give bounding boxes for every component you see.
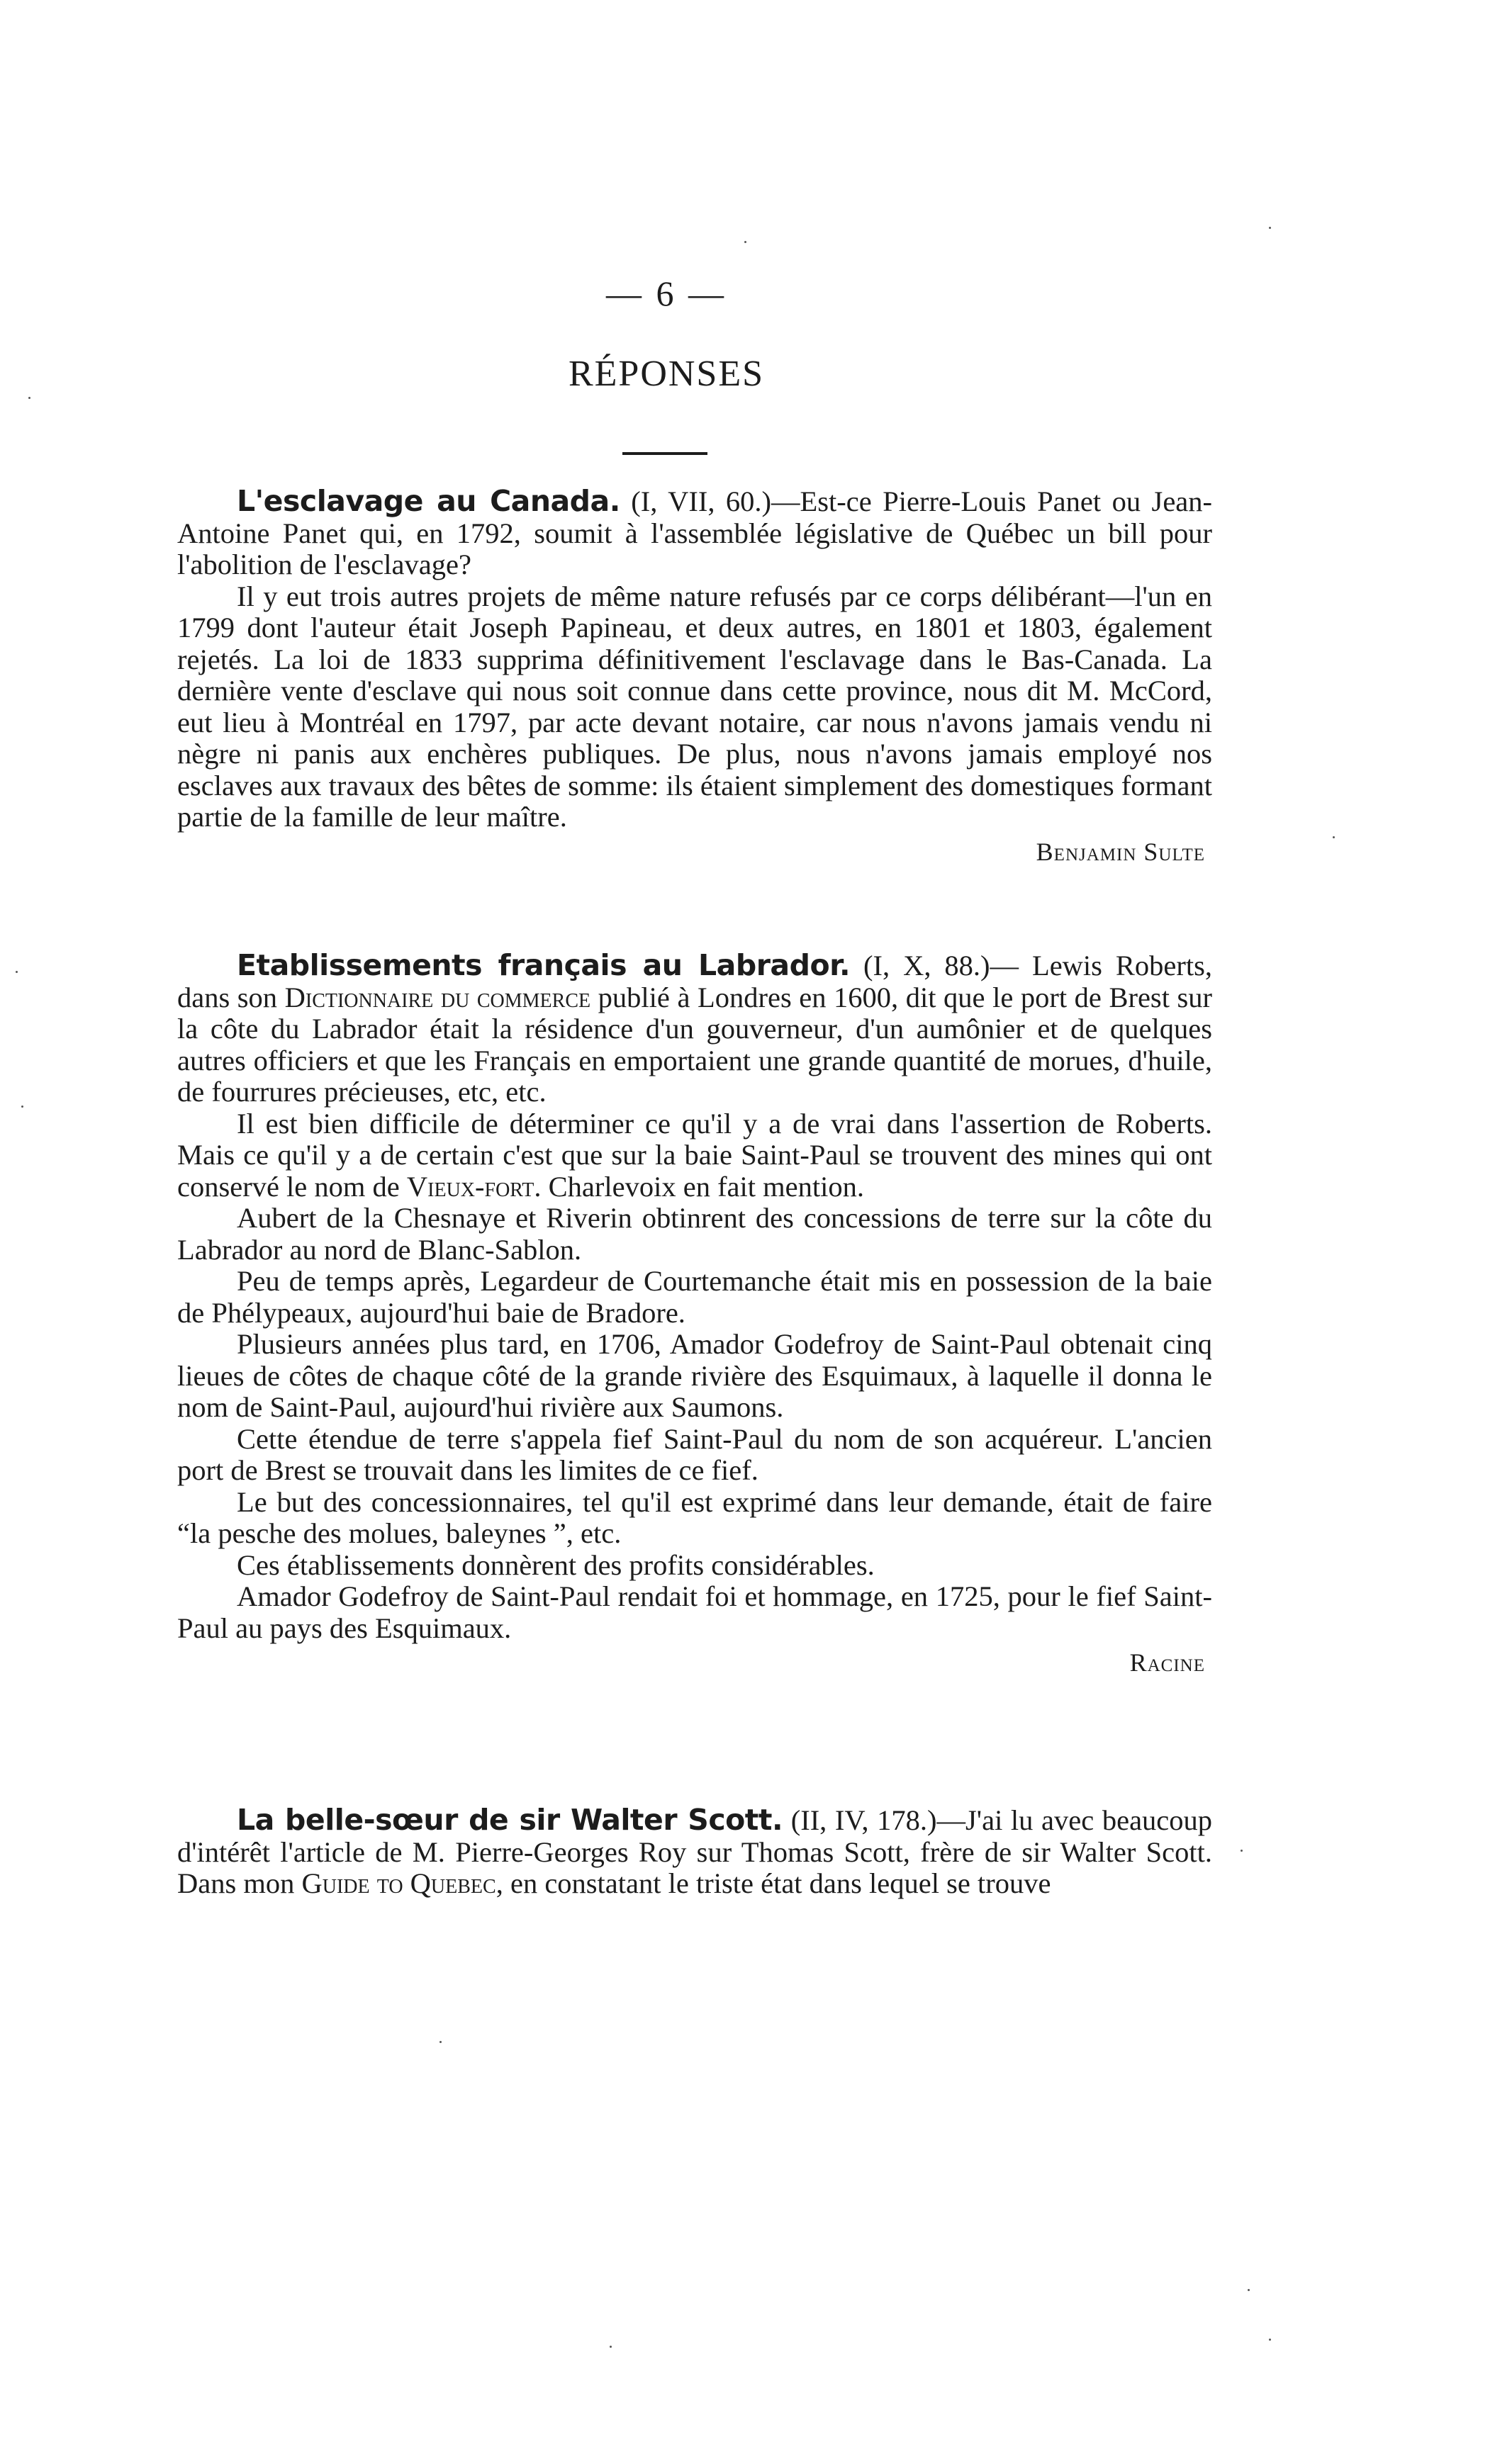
scan-speck: [610, 2346, 612, 2348]
scan-speck: [439, 2041, 442, 2043]
article-text: (II, IV, 178.)—J'ai lu avec beaucoup d'intérêt l'article de M. Pierre-Georges Roy sur Thomas Scott, frère de sir Walter Scott. Dans mon: [177, 1804, 1213, 1899]
article-paragraph: Amador Godefroy de Saint-Paul rendait foi et hommage, en 1725, pour le fief Saint-Paul au pays des Esquimaux.: [177, 1580, 1212, 1644]
article-text: publié à Londres en 1600, dit que le port de Brest sur la côte du Labrador était la résidence d'un gouverneur, d'un aumônier et de quelques autres officiers et que les Français en emportaient une grande quantité de morues, d'huile, de fourrures précieuses, etc, etc.: [177, 981, 1213, 1108]
scan-speck: [1269, 2339, 1271, 2341]
article-heading: La belle-sœur de sir Walter Scott.: [237, 1803, 783, 1837]
article-text: , en constatant le triste état dans lequel se trouve: [495, 1867, 1051, 1899]
title-divider: [622, 452, 707, 455]
scan-speck: [16, 971, 18, 973]
place-name: Vieux-fort: [406, 1170, 534, 1203]
scan-speck: [744, 241, 746, 243]
article-signature: Benjamin Sulte: [1036, 837, 1205, 866]
article-paragraph: Cette étendue de terre s'appela fief Saint-Paul du nom de son acquéreur. L'ancien port de Brest se trouvait dans les limites de ce fief.: [177, 1422, 1212, 1486]
article-paragraph: Aubert de la Chesnaye et Riverin obtinrent des concessions de terre sur la côte du Labrador au nord de Blanc-Sablon.: [177, 1202, 1212, 1266]
section-title: RÉPONSES: [568, 354, 765, 394]
article-paragraph: [177, 1804, 1212, 1900]
scan-speck: [1241, 1850, 1243, 1852]
article-labrador: [177, 950, 1212, 1679]
article-heading: Etablissements français au Labrador.: [237, 948, 851, 982]
book-title: Guide to Quebec: [301, 1867, 496, 1899]
book-title: Dictionnaire du commerce: [284, 981, 591, 1013]
article-text: . Charlevoix en fait mention.: [534, 1170, 865, 1203]
article-text: Il est bien difficile de déterminer ce qu'il y a de vrai dans l'assertion de Roberts. Mais ce qu'il y a de certain c'est que sur la baie Saint-Paul se trouvent des mines qui ont conservé le nom de: [177, 1107, 1212, 1203]
article-paragraph: [177, 485, 1212, 581]
article-reference: (I, X, 88.)—: [863, 950, 1019, 981]
article-signature: Racine: [1129, 1648, 1205, 1677]
article-esclavage: [177, 485, 1212, 867]
scan-speck: [21, 1106, 23, 1108]
article-paragraph: Ces établissements donnèrent des profits considérables.: [237, 1548, 875, 1581]
scan-speck: [28, 397, 30, 399]
article-heading: L'esclavage au Canada.: [237, 484, 620, 518]
article-walter-scott: [177, 1804, 1212, 1900]
article-question: (I, VII, 60.)—Est-ce Pierre-Louis Panet ou Jean-Antoine Panet qui, en 1792, soumit à l'assemblée législative de Québec un bill pour l'abolition de l'esclavage?: [177, 485, 1213, 580]
article-paragraph: Plusieurs années plus tard, en 1706, Amador Godefroy de Saint-Paul obtenait cinq lieues de côtes de chaque côté de la grande rivière des Esquimaux, à laquelle il donna le nom de Saint-Paul, aujourd'hui rivière aux Saumons.: [177, 1328, 1212, 1423]
article-paragraph: [177, 950, 1212, 1108]
article-paragraph: Il y eut trois autres projets de même nature refusés par ce corps délibérant—l'un en 1799 dont l'auteur était Joseph Papineau, et deux autres, en 1801 et 1803, également rejetés. La loi de 1833 supprima définitivement l'esclavage dans le Bas-Canada. La dernière vente d'esclave qui nous soit connue dans cette province, nous dit M. McCord, eut lieu à Montréal en 1797, par acte devant notaire, car nous n'avons jamais vendu ni nègre ni panis aux enchères publiques. De plus, nous n'avons jamais employé nos esclaves aux travaux des bêtes de somme: ils étaient simplement des domestiques formant partie de la famille de leur maître.: [177, 580, 1212, 833]
article-text: Lewis Roberts, dans son: [177, 950, 1213, 1013]
scan-speck: [1333, 836, 1335, 838]
scan-speck: [1269, 227, 1271, 229]
page-number: — 6 —: [606, 274, 727, 313]
article-paragraph: Le but des concessionnaires, tel qu'il est exprimé dans leur demande, était de faire “la pesche des molues, baleynes ”, etc.: [177, 1485, 1212, 1549]
scan-speck: [1248, 2289, 1250, 2291]
article-paragraph: Peu de temps après, Legardeur de Courtemanche était mis en possession de la baie de Phélypeaux, aujourd'hui baie de Bradore.: [177, 1265, 1212, 1329]
article-paragraph: [177, 1108, 1212, 1203]
